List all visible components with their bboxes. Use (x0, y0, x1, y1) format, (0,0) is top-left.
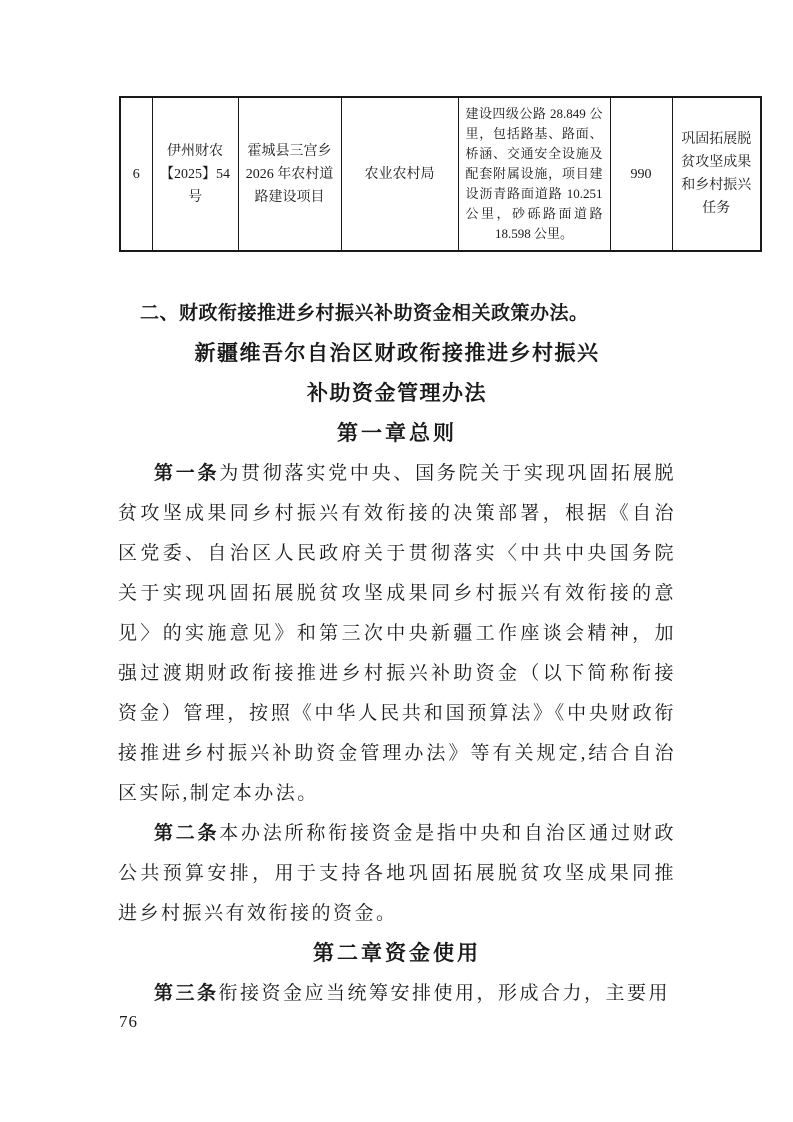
chapter2-heading: 第二章资金使用 (313, 942, 481, 965)
document-title-line2: 补助资金管理办法 (307, 382, 487, 405)
cell-project-name: 霍城县三宫乡2026 年农村道路建设项目 (238, 97, 341, 251)
article2-label: 第二条 (154, 823, 220, 844)
article1-paragraph (118, 454, 676, 814)
cell-build-content: 建设四级公路 28.849 公里，包括路基、路面、桥涵、交通安全设施及配套附属设施，项目建设沥青路面道路 10.251 公里，砂砾路面道路 18.598 公里。 (458, 97, 610, 251)
cell-unit: 农业农村局 (341, 97, 458, 251)
article3-paragraph (118, 974, 676, 1014)
section-heading: 二、财政衔接推进乡村振兴补助资金相关政策办法。 (140, 303, 589, 324)
document-body (118, 294, 676, 1014)
cell-seq: 6 (120, 97, 152, 251)
cell-purpose: 巩固拓展脱贫攻坚成果和乡村振兴任务 (672, 97, 761, 251)
article1-text: 为贯彻落实党中央、国务院关于实现巩固拓展脱贫攻坚成果同乡村振兴有效衔接的决策部署，根据《自治区党委、自治区人民政府关于贯彻落实〈中共中央国务院关于实现巩固拓展脱贫攻坚成果同乡村振兴有效衔接的意见〉的实施意见》和第三次中央新疆工作座谈会精神，加强过渡期财政衔接推进乡村振兴补助资金（以下简称衔接资金）管理，按照《中华人民共和国预算法》《中央财政衔接推进乡村振兴补助资金管理办法》等有关规定,结合自治区实际,制定本办法。 (118, 463, 676, 804)
cell-doc-no: 伊州财农【2025】54号 (152, 97, 238, 251)
cell-amount: 990 (610, 97, 672, 251)
article2-text: 本办法所称衔接资金是指中央和自治区通过财政公共预算安排，用于支持各地巩固拓展脱贫攻坚成果同推进乡村振兴有效衔接的资金。 (118, 823, 676, 924)
project-table (119, 96, 762, 252)
page-number: 76 (119, 1012, 138, 1031)
document-title-line1: 新疆维吾尔自治区财政衔接推进乡村振兴 (194, 342, 600, 365)
table-row (120, 97, 761, 251)
article3-label: 第三条 (154, 983, 219, 1004)
article2-paragraph (118, 814, 676, 934)
article1-label: 第一条 (154, 463, 220, 484)
article3-text: 衔接资金应当统筹安排使用，形成合力，主要用 (218, 983, 671, 1004)
chapter1-heading: 第一章总则 (337, 422, 457, 445)
